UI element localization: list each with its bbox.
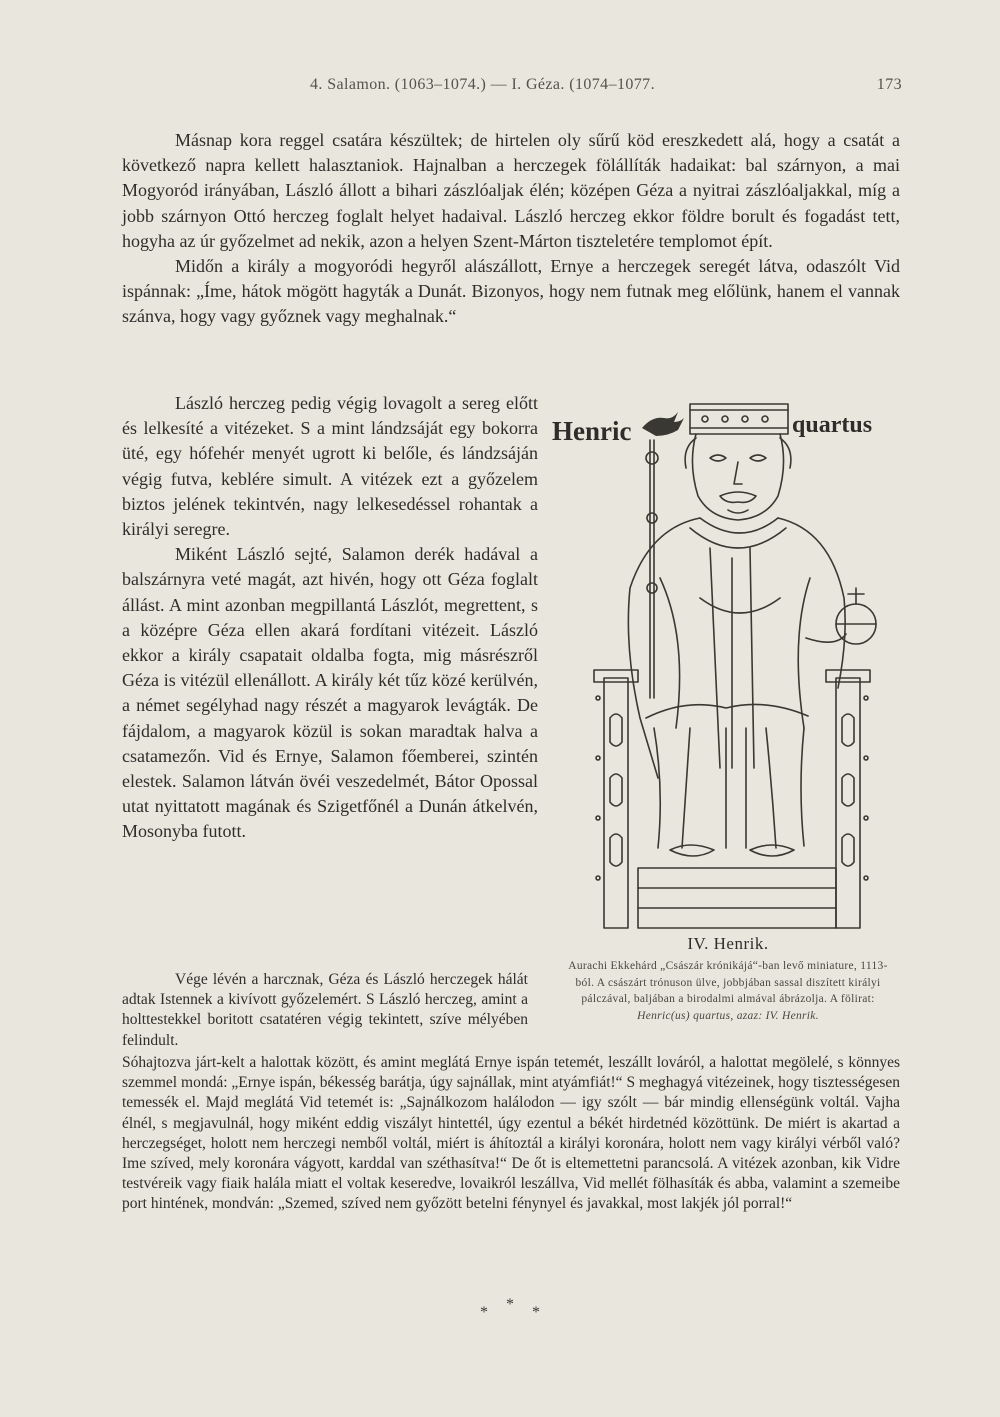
paragraph: Sóhajtozva járt-kelt a halottak között, és amint meglátá Ernye ispán tetemét, leszállt lováról, a halottat megölelé, s könnyes szemmel mondá: „Ernye ispán, békesség barátja, úgy sajnállak, mint atyámfiát!“ S meghagyá vitézeinek, hogy tisztességesen temessék el. Majd meglátá Vid tetemét is: „Sajnálkozom halálodon — igy szólt — bár mindig ellenségünk voltál. Vajha élnél, s megjavulnál, hogy miként eddig viszályt hintettél, úgy ezentul a békét hirdetnéd közöttünk. De miért is akartad a herczegséget, holott nem herczegi nemből voltál, miért is áhítoztál a királyi koronára, holott nem vagy királyi vérből való? Ime szíved, mely koronára vágyott, karddal van széthasítva!“ De őt is eltemettetni parancsolá. A vitézek azonban, kik Vidre testvéreik vagy fiaik halála miatt el voltak keseredve, lovaikról leszállva, Vid mellét fölhasíták és abba, valamint a szemeibe port hintének, mondván: „Szemed, szíved nem győzött betelni fénynyel és javakkal, most lakjék jól porral!“ (122, 1054, 900, 1213)
full-width-text (122, 128, 900, 330)
page-number: 173 (876, 76, 902, 93)
enthroned-emperor-drawing (550, 398, 905, 938)
emperor-illustration (550, 398, 905, 938)
asterism-star: * (532, 1304, 540, 1321)
inscription-left: Henric (552, 416, 632, 446)
bottom-text (122, 1053, 900, 1215)
inscription-right: quartus (792, 412, 873, 438)
caption-description: Aurachi Ekkehárd „Császár krónikájá“-ban levő miniature, 1113-ból. A császárt trónuson ülve, jobbjában sassal diszített királyi pálczával, baljában a birodalmi almával ábrázolja. A fölirat: (568, 960, 888, 1005)
paragraph: Midőn a király a mogyoródi hegyről alászállott, Ernye a herczegek seregét látva, odaszólt Vid ispánnak: „Íme, hátok mögött hagyták a Dunát. Bizonyos, hogy nem futnak meg előlünk, hanem el vannak szánva, hogy vagy győznek vagy meghalnak.“ (122, 256, 900, 327)
caption-inscription-translation: Henric(us) quartus, azaz: IV. Henrik. (637, 1009, 819, 1022)
running-head-title: 4. Salamon. (1063–1074.) — I. Géza. (1074–1077. (310, 76, 655, 93)
paragraph: Másnap kora reggel csatára készültek; de hirtelen oly sűrű köd ereszkedett alá, hogy a csatát a következő napra kellett halasztaniok. Hajnalban a herczegek fölállíták hadaikat: bal szárnyon, a mai Mogyoród irányában, László állott a bihari zászlóaljak élén; középen Géza a nyitrai zászlóaljakkal, míg a jobb szárnyon Ottó herczeg foglalt helyet hadaival. László herczeg ekkor földre borult és fogadást tett, hogyha az úr győzelmet ad nekik, azon a helyen Szent-Márton tiszteletére templomot épít. (122, 130, 900, 251)
figure-caption-title: IV. Henrik. (687, 934, 769, 953)
small-print-paragraph (122, 970, 528, 1051)
asterism-star: * (480, 1304, 488, 1321)
left-column-text (122, 391, 538, 845)
paragraph: Vége lévén a harcznak, Géza és László herczegek hálát adtak Istennek a kivívott győzelemért. S László herczeg, amint a holttestekkel boritott csatatéren végig tekintett, szíve mélyében felindult. (122, 971, 528, 1049)
asterism (470, 1296, 560, 1336)
figure-caption (560, 958, 896, 1024)
paragraph: László herczeg pedig végig lovagolt a sereg előtt és lelkesíté a vitézeket. S a mint lándzsáját egy bokorra üté, egy hófehér menyét ugrott ki belőle, és lándzsáján végig futva, keblére simult. A vitézek ezt a győzelem biztos jelének tekintvén, nagy lelkesedéssel rohantak a királyi seregre. (122, 393, 538, 540)
paragraph: Miként László sejté, Salamon derék hadával a balszárnyra veté magát, azt hivén, hogy ott Géza foglalt állást. A mint azonban megpillantá Lászlót, megrettent, s a középre Géza ellen akará fordítani vitézeit. László ekkor a király csapatait oldalba fogta, mig másrészről Géza is vitézül ellenállott. A király két tűz közé kerülvén, a német segélyhad nagy részét a magyarok levágták. De fájdalom, a magyarok közül is sokan maradtak halva a csatamezőn. Vid és Ernye, Salamon főemberei, szintén elestek. Salamon látván övéi veszedelmét, Bátor Opossal utat nyittatott magának és Szigetfőnél a Dunán átkelvén, Mosonyba futott. (122, 544, 538, 842)
asterism-star: * (506, 1296, 514, 1313)
